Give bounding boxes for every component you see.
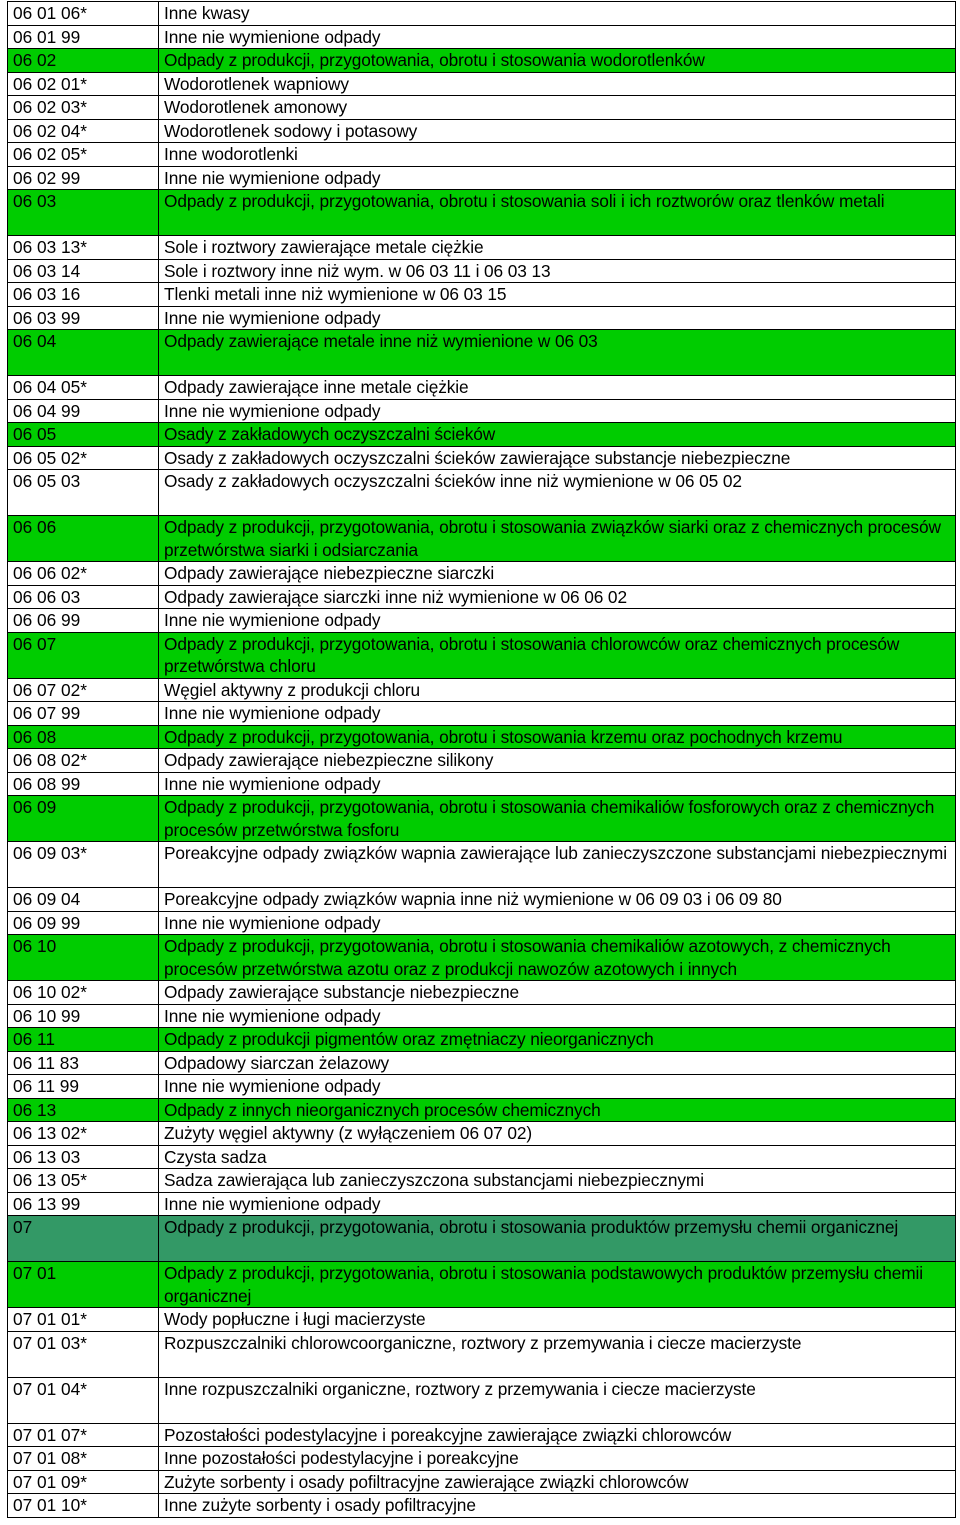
waste-description-cell: Węgiel aktywny z produkcji chloru bbox=[159, 678, 956, 702]
waste-code-cell: 07 01 09* bbox=[8, 1470, 159, 1494]
waste-code-cell: 06 08 bbox=[8, 725, 159, 749]
table-row bbox=[8, 143, 956, 167]
waste-description-cell: Osady z zakładowych oczyszczalni ścieków bbox=[159, 423, 956, 447]
table-row bbox=[8, 399, 956, 423]
waste-code-cell: 06 02 03* bbox=[8, 96, 159, 120]
waste-code-cell: 06 04 bbox=[8, 330, 159, 376]
waste-code-cell: 06 03 13* bbox=[8, 236, 159, 260]
waste-description-cell: Sole i roztwory inne niż wym. w 06 03 11 i 06 03 13 bbox=[159, 259, 956, 283]
waste-description-cell: Odpady z produkcji pigmentów oraz zmętniaczy nieorganicznych bbox=[159, 1028, 956, 1052]
waste-code-cell: 06 13 02* bbox=[8, 1122, 159, 1146]
waste-description-cell: Odpady zawierające metale inne niż wymienione w 06 03 bbox=[159, 330, 956, 376]
table-row bbox=[8, 1447, 956, 1471]
waste-description-cell: Odpadowy siarczan żelazowy bbox=[159, 1051, 956, 1075]
waste-description-cell: Osady z zakładowych oczyszczalni ścieków zawierające substancje niebezpieczne bbox=[159, 446, 956, 470]
table-row bbox=[8, 725, 956, 749]
waste-code-cell: 06 09 99 bbox=[8, 911, 159, 935]
table-row bbox=[8, 2, 956, 26]
table-row bbox=[8, 259, 956, 283]
waste-description-cell: Inne nie wymienione odpady bbox=[159, 1075, 956, 1099]
table-row bbox=[8, 423, 956, 447]
table-row bbox=[8, 935, 956, 981]
table-row bbox=[8, 1423, 956, 1447]
waste-code-cell: 06 08 99 bbox=[8, 772, 159, 796]
waste-description-cell: Inne kwasy bbox=[159, 2, 956, 26]
waste-code-cell: 06 02 01* bbox=[8, 72, 159, 96]
waste-code-cell: 06 13 05* bbox=[8, 1169, 159, 1193]
table-row bbox=[8, 119, 956, 143]
waste-code-cell: 07 01 01* bbox=[8, 1308, 159, 1332]
waste-table-body bbox=[8, 2, 956, 1518]
table-row bbox=[8, 1192, 956, 1216]
waste-code-cell: 06 03 14 bbox=[8, 259, 159, 283]
waste-description-cell: Wodorotlenek amonowy bbox=[159, 96, 956, 120]
table-row bbox=[8, 678, 956, 702]
waste-description-cell: Odpady z produkcji, przygotowania, obrotu i stosowania chemikaliów fosforowych oraz z chemicznych procesów przetwórstwa fosforu bbox=[159, 796, 956, 842]
waste-code-cell: 06 09 04 bbox=[8, 888, 159, 912]
table-row bbox=[8, 632, 956, 678]
table-row bbox=[8, 1216, 956, 1262]
waste-description-cell: Odpady z produkcji, przygotowania, obrotu i stosowania wodorotlenków bbox=[159, 49, 956, 73]
waste-description-cell: Sole i roztwory zawierające metale ciężkie bbox=[159, 236, 956, 260]
waste-description-cell: Odpady z produkcji, przygotowania, obrotu i stosowania podstawowych produktów przemysłu chemii organicznej bbox=[159, 1262, 956, 1308]
waste-code-cell: 06 06 03 bbox=[8, 585, 159, 609]
waste-code-cell: 06 05 03 bbox=[8, 470, 159, 516]
waste-code-cell: 07 01 bbox=[8, 1262, 159, 1308]
waste-code-cell: 06 07 99 bbox=[8, 702, 159, 726]
waste-description-cell: Inne nie wymienione odpady bbox=[159, 25, 956, 49]
table-row bbox=[8, 330, 956, 376]
waste-description-cell: Odpady zawierające niebezpieczne siarczki bbox=[159, 562, 956, 586]
waste-code-cell: 06 07 02* bbox=[8, 678, 159, 702]
waste-description-cell: Odpady z produkcji, przygotowania, obrotu i stosowania chlorowców oraz chemicznych procesów przetwórstwa chloru bbox=[159, 632, 956, 678]
table-row bbox=[8, 49, 956, 73]
waste-description-cell: Inne nie wymienione odpady bbox=[159, 306, 956, 330]
waste-catalogue-table bbox=[7, 1, 956, 1518]
table-row bbox=[8, 911, 956, 935]
table-row bbox=[8, 1145, 956, 1169]
waste-description-cell: Odpady z produkcji, przygotowania, obrotu i stosowania produktów przemysłu chemii organicznej bbox=[159, 1216, 956, 1262]
waste-description-cell: Inne wodorotlenki bbox=[159, 143, 956, 167]
table-row bbox=[8, 1051, 956, 1075]
table-row bbox=[8, 96, 956, 120]
waste-description-cell: Inne nie wymienione odpady bbox=[159, 911, 956, 935]
waste-code-cell: 06 11 bbox=[8, 1028, 159, 1052]
table-row bbox=[8, 772, 956, 796]
table-row bbox=[8, 376, 956, 400]
table-row bbox=[8, 1169, 956, 1193]
table-row bbox=[8, 842, 956, 888]
table-row bbox=[8, 166, 956, 190]
waste-description-cell: Pozostałości podestylacyjne i poreakcyjne zawierające związki chlorowców bbox=[159, 1423, 956, 1447]
table-row bbox=[8, 1377, 956, 1423]
waste-description-cell: Odpady zawierające siarczki inne niż wymienione w 06 06 02 bbox=[159, 585, 956, 609]
waste-description-cell: Inne nie wymienione odpady bbox=[159, 399, 956, 423]
table-row bbox=[8, 516, 956, 562]
waste-code-cell: 07 01 03* bbox=[8, 1331, 159, 1377]
waste-description-cell: Osady z zakładowych oczyszczalni ścieków inne niż wymienione w 06 05 02 bbox=[159, 470, 956, 516]
table-row bbox=[8, 306, 956, 330]
waste-code-cell: 06 09 bbox=[8, 796, 159, 842]
waste-description-cell: Inne rozpuszczalniki organiczne, roztwory z przemywania i ciecze macierzyste bbox=[159, 1377, 956, 1423]
waste-code-cell: 06 02 04* bbox=[8, 119, 159, 143]
table-row bbox=[8, 585, 956, 609]
table-row bbox=[8, 888, 956, 912]
waste-code-cell: 07 01 04* bbox=[8, 1377, 159, 1423]
waste-description-cell: Odpady z produkcji, przygotowania, obrotu i stosowania związków siarki oraz z chemicznych procesów przetwórstwa siarki i odsiarczania bbox=[159, 516, 956, 562]
waste-code-cell: 07 bbox=[8, 1216, 159, 1262]
table-row bbox=[8, 609, 956, 633]
waste-code-cell: 06 02 99 bbox=[8, 166, 159, 190]
table-row bbox=[8, 72, 956, 96]
waste-code-cell: 06 03 99 bbox=[8, 306, 159, 330]
table-row bbox=[8, 1331, 956, 1377]
waste-description-cell: Odpady z produkcji, przygotowania, obrotu i stosowania chemikaliów azotowych, z chemicznych procesów przetwórstwa azotu oraz z produkcji nawozów azotowych i innych bbox=[159, 935, 956, 981]
table-row bbox=[8, 1262, 956, 1308]
waste-code-cell: 06 05 bbox=[8, 423, 159, 447]
table-row bbox=[8, 283, 956, 307]
table-row bbox=[8, 25, 956, 49]
waste-code-cell: 06 06 99 bbox=[8, 609, 159, 633]
table-row bbox=[8, 1470, 956, 1494]
waste-code-cell: 06 05 02* bbox=[8, 446, 159, 470]
waste-code-cell: 07 01 08* bbox=[8, 1447, 159, 1471]
waste-description-cell: Wodorotlenek wapniowy bbox=[159, 72, 956, 96]
waste-code-cell: 06 13 bbox=[8, 1098, 159, 1122]
waste-description-cell: Odpady zawierające substancje niebezpieczne bbox=[159, 981, 956, 1005]
table-row bbox=[8, 1075, 956, 1099]
waste-code-cell: 06 03 bbox=[8, 190, 159, 236]
waste-description-cell: Odpady z produkcji, przygotowania, obrotu i stosowania soli i ich roztworów oraz tlenków metali bbox=[159, 190, 956, 236]
waste-description-cell: Inne zużyte sorbenty i osady pofiltracyjne bbox=[159, 1494, 956, 1518]
waste-code-cell: 06 02 bbox=[8, 49, 159, 73]
table-row bbox=[8, 236, 956, 260]
waste-description-cell: Inne nie wymienione odpady bbox=[159, 702, 956, 726]
waste-description-cell: Tlenki metali inne niż wymienione w 06 03 15 bbox=[159, 283, 956, 307]
waste-description-cell: Czysta sadza bbox=[159, 1145, 956, 1169]
waste-description-cell: Odpady z innych nieorganicznych procesów chemicznych bbox=[159, 1098, 956, 1122]
waste-code-cell: 06 03 16 bbox=[8, 283, 159, 307]
table-row bbox=[8, 1098, 956, 1122]
waste-code-cell: 06 09 03* bbox=[8, 842, 159, 888]
waste-code-cell: 06 11 83 bbox=[8, 1051, 159, 1075]
table-row bbox=[8, 446, 956, 470]
table-row bbox=[8, 1122, 956, 1146]
waste-description-cell: Wodorotlenek sodowy i potasowy bbox=[159, 119, 956, 143]
table-row bbox=[8, 1494, 956, 1518]
waste-code-cell: 06 10 bbox=[8, 935, 159, 981]
waste-description-cell: Rozpuszczalniki chlorowcoorganiczne, roztwory z przemywania i ciecze macierzyste bbox=[159, 1331, 956, 1377]
waste-description-cell: Poreakcyjne odpady związków wapnia inne niż wymienione w 06 09 03 i 06 09 80 bbox=[159, 888, 956, 912]
waste-description-cell: Inne pozostałości podestylacyjne i poreakcyjne bbox=[159, 1447, 956, 1471]
waste-code-cell: 06 06 bbox=[8, 516, 159, 562]
table-row bbox=[8, 749, 956, 773]
waste-code-cell: 06 01 99 bbox=[8, 25, 159, 49]
waste-code-cell: 07 01 07* bbox=[8, 1423, 159, 1447]
table-row bbox=[8, 1004, 956, 1028]
table-row bbox=[8, 470, 956, 516]
waste-code-cell: 06 13 03 bbox=[8, 1145, 159, 1169]
waste-code-cell: 06 02 05* bbox=[8, 143, 159, 167]
waste-code-cell: 06 04 05* bbox=[8, 376, 159, 400]
table-row bbox=[8, 562, 956, 586]
waste-code-cell: 06 11 99 bbox=[8, 1075, 159, 1099]
waste-description-cell: Zużyte sorbenty i osady pofiltracyjne zawierające związki chlorowców bbox=[159, 1470, 956, 1494]
waste-code-cell: 06 13 99 bbox=[8, 1192, 159, 1216]
table-row bbox=[8, 1028, 956, 1052]
waste-description-cell: Wody popłuczne i ługi macierzyste bbox=[159, 1308, 956, 1332]
waste-code-cell: 06 10 99 bbox=[8, 1004, 159, 1028]
waste-description-cell: Odpady zawierające inne metale ciężkie bbox=[159, 376, 956, 400]
waste-description-cell: Odpady zawierające niebezpieczne silikony bbox=[159, 749, 956, 773]
waste-description-cell: Poreakcyjne odpady związków wapnia zawierające lub zanieczyszczone substancjami niebezpiecznymi bbox=[159, 842, 956, 888]
waste-description-cell: Inne nie wymienione odpady bbox=[159, 1192, 956, 1216]
table-row bbox=[8, 981, 956, 1005]
waste-code-cell: 06 07 bbox=[8, 632, 159, 678]
waste-description-cell: Odpady z produkcji, przygotowania, obrotu i stosowania krzemu oraz pochodnych krzemu bbox=[159, 725, 956, 749]
waste-description-cell: Inne nie wymienione odpady bbox=[159, 166, 956, 190]
table-row bbox=[8, 796, 956, 842]
table-row bbox=[8, 190, 956, 236]
waste-description-cell: Inne nie wymienione odpady bbox=[159, 772, 956, 796]
waste-description-cell: Zużyty węgiel aktywny (z wyłączeniem 06 07 02) bbox=[159, 1122, 956, 1146]
waste-code-cell: 06 10 02* bbox=[8, 981, 159, 1005]
waste-code-cell: 06 04 99 bbox=[8, 399, 159, 423]
waste-code-cell: 06 08 02* bbox=[8, 749, 159, 773]
waste-code-cell: 06 01 06* bbox=[8, 2, 159, 26]
waste-description-cell: Inne nie wymienione odpady bbox=[159, 1004, 956, 1028]
waste-code-cell: 07 01 10* bbox=[8, 1494, 159, 1518]
waste-description-cell: Inne nie wymienione odpady bbox=[159, 609, 956, 633]
waste-description-cell: Sadza zawierająca lub zanieczyszczona substancjami niebezpiecznymi bbox=[159, 1169, 956, 1193]
table-row bbox=[8, 1308, 956, 1332]
table-row bbox=[8, 702, 956, 726]
waste-code-cell: 06 06 02* bbox=[8, 562, 159, 586]
